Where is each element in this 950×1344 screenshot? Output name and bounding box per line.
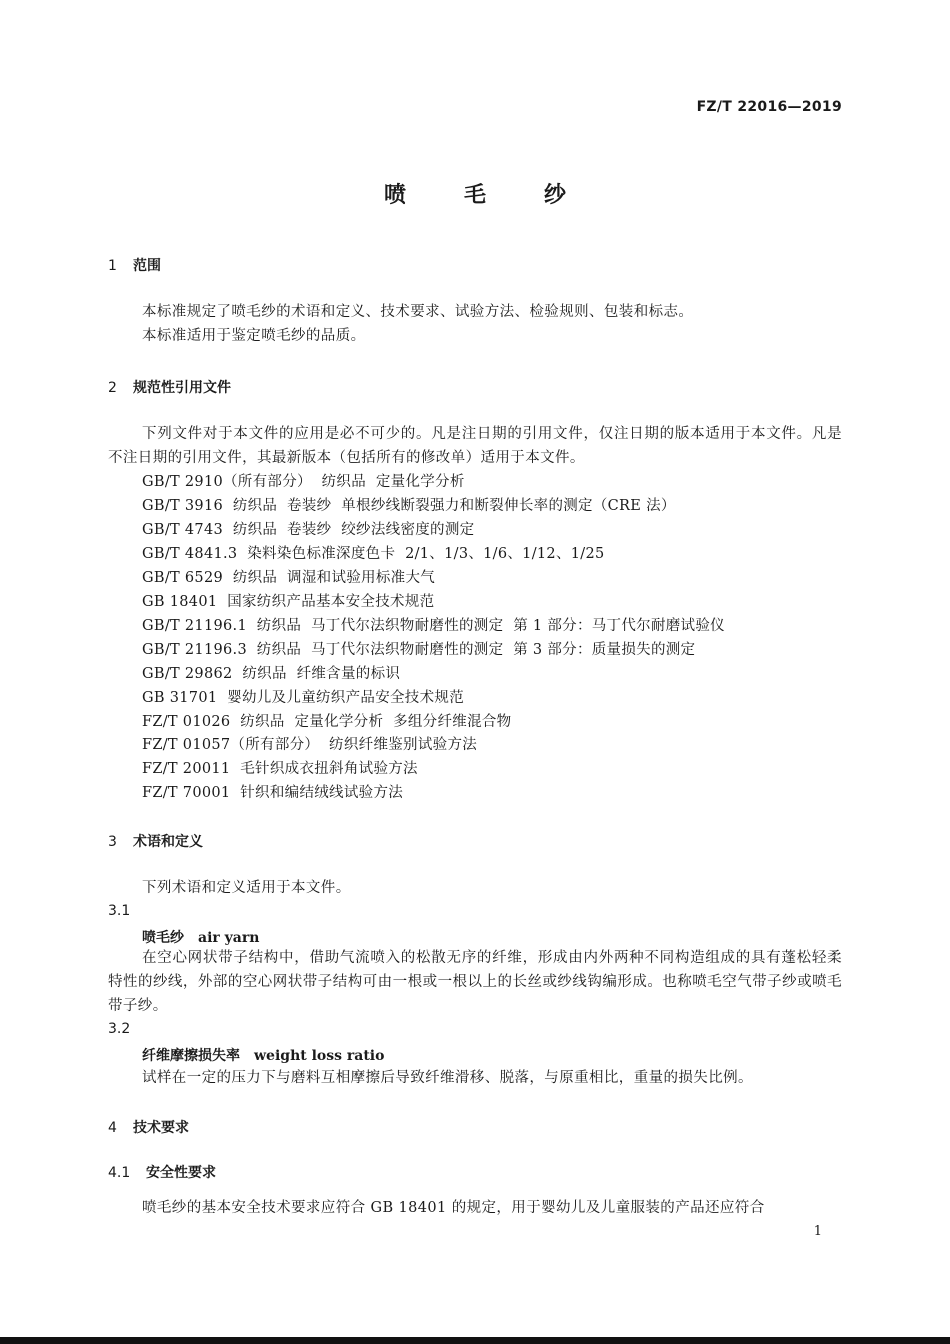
term-heading (142, 1045, 384, 1065)
section-number: 2 (108, 380, 117, 396)
term-number: 3.1 (108, 903, 131, 919)
reference-item: GB/T 3916 纺织品 卷装纱 单根纱线断裂强力和断裂伸长率的测定（CRE 法） (142, 498, 676, 514)
section-title: 技术要求 (133, 1120, 189, 1136)
section-number: 3 (108, 834, 117, 850)
term-english: weight loss ratio (254, 1048, 385, 1064)
paragraph: 本标准适用于鉴定喷毛纱的品质。 (142, 328, 366, 344)
reference-item: FZ/T 70001 针织和编结绒线试验方法 (142, 785, 404, 801)
subsection-4-1-heading (108, 1162, 216, 1182)
section-number: 1 (108, 258, 117, 274)
page-number: 1 (813, 1224, 822, 1239)
section-number: 4 (108, 1120, 117, 1136)
term-english: air yarn (198, 930, 260, 946)
paragraph: 下列文件对于本文件的应用是必不可少的。凡是注日期的引用文件，仅注日期的版本适用于本文件。凡是不注日期的引用文件，其最新版本（包括所有的修改单）适用于本文件。 (108, 426, 842, 466)
subsection-number: 4.1 (108, 1165, 131, 1181)
term-heading (142, 927, 259, 947)
reference-item: GB/T 4841.3 染料染色标准深度色卡 2/1、1/3、1/6、1/12、1/25 (142, 546, 605, 562)
term-definition: 试样在一定的压力下与磨料互相摩擦后导致纤维滑移、脱落，与原重相比，重量的损失比例。 (142, 1070, 753, 1086)
reference-item: GB/T 2910（所有部分） 纺织品 定量化学分析 (142, 474, 465, 490)
document-title: 喷毛纱 (383, 183, 624, 208)
term-chinese: 喷毛纱 (142, 930, 184, 946)
reference-item: FZ/T 01026 纺织品 定量化学分析 多组分纤维混合物 (142, 714, 512, 730)
section-title: 范围 (133, 258, 161, 274)
term-definition: 在空心网状带子结构中，借助气流喷入的松散无序的纤维，形成由内外两种不同构造组成的具有蓬松轻柔特性的纱线，外部的空心网状带子结构可由一根或一根以上的长丝或纱线钩编形成。也称喷毛空气带子纱或喷毛带子纱。 (108, 950, 842, 1014)
paragraph: 本标准规定了喷毛纱的术语和定义、技术要求、试验方法、检验规则、包装和标志。 (142, 304, 694, 320)
section-4-heading (108, 1117, 189, 1137)
section-2-heading (108, 377, 231, 397)
reference-item: GB/T 29862 纺织品 纤维含量的标识 (142, 666, 401, 682)
subsection-title: 安全性要求 (146, 1165, 216, 1181)
paragraph: 喷毛纱的基本安全技术要求应符合 GB 18401 的规定，用于婴幼儿及儿童服装的产品还应符合 (142, 1200, 765, 1216)
section-title: 规范性引用文件 (133, 380, 231, 396)
reference-item: FZ/T 01057（所有部分） 纺织纤维鉴别试验方法 (142, 737, 478, 753)
reference-item: GB/T 4743 纺织品 卷装纱 绞纱法线密度的测定 (142, 522, 475, 538)
reference-item: GB 31701 婴幼儿及儿童纺织产品安全技术规范 (142, 690, 464, 706)
section-title: 术语和定义 (133, 834, 203, 850)
bottom-border (0, 1337, 950, 1344)
section-1-heading (108, 255, 161, 275)
reference-item: GB 18401 国家纺织产品基本安全技术规范 (142, 594, 435, 610)
term-number: 3.2 (108, 1021, 131, 1037)
reference-item: GB/T 21196.3 纺织品 马丁代尔法织物耐磨性的测定 第 3 部分：质量损失的测定 (142, 642, 696, 658)
reference-item: FZ/T 20011 毛针织成衣扭斜角试验方法 (142, 761, 418, 777)
section-3-heading (108, 831, 203, 851)
paragraph: 下列术语和定义适用于本文件。 (142, 880, 351, 896)
reference-item: GB/T 6529 纺织品 调湿和试验用标准大气 (142, 570, 436, 586)
term-chinese: 纤维摩擦损失率 (142, 1048, 240, 1064)
reference-item: GB/T 21196.1 纺织品 马丁代尔法织物耐磨性的测定 第 1 部分：马丁代尔耐磨试验仪 (142, 618, 725, 634)
document-code: FZ/T 22016—2019 (696, 99, 842, 115)
